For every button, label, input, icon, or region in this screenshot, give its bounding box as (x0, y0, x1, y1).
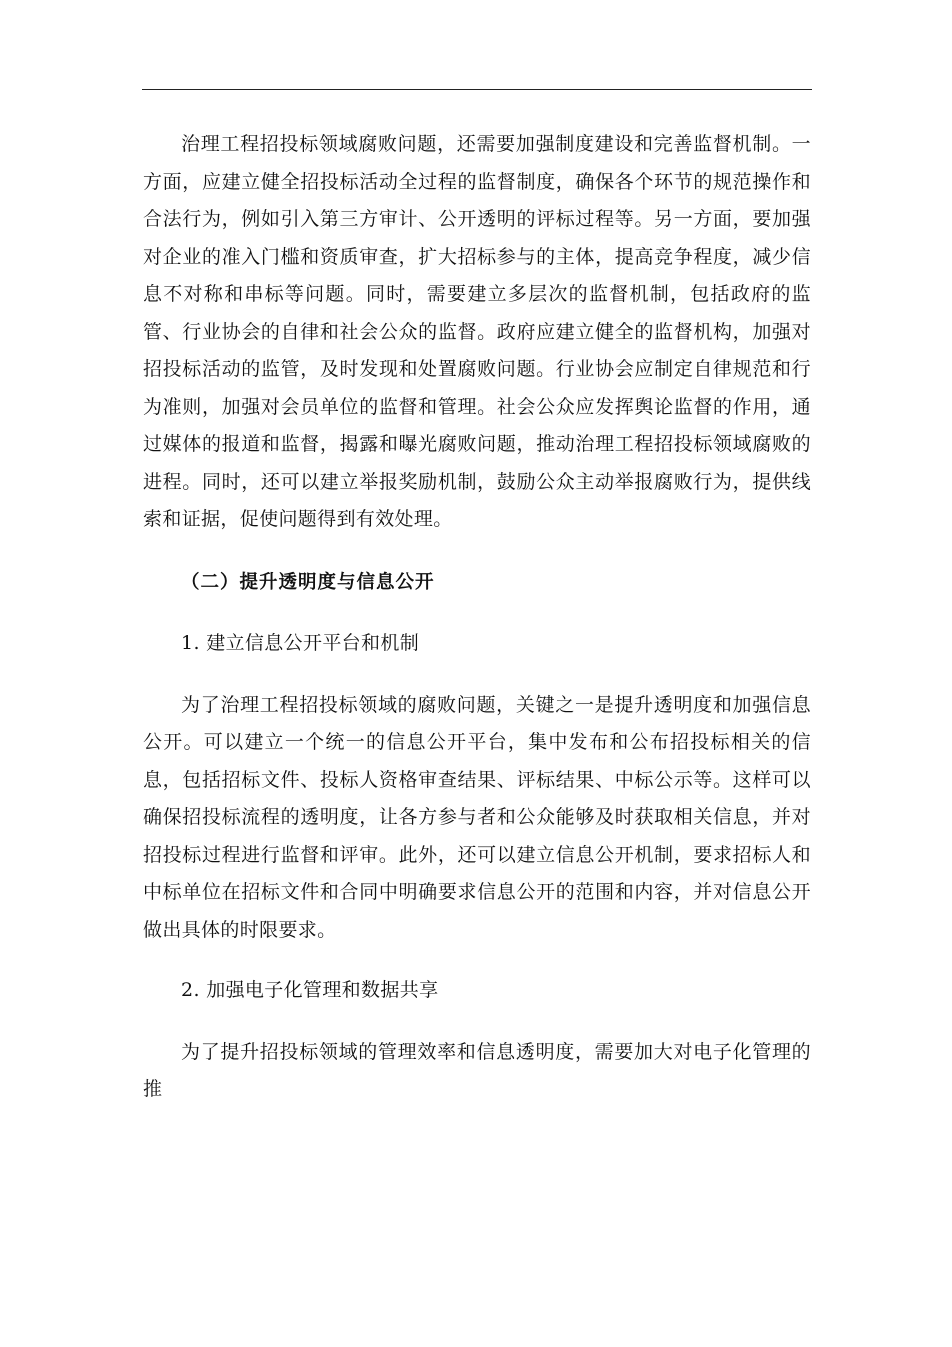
subsection-title-2: 2. 加强电子化管理和数据共享 (181, 979, 439, 1001)
paragraph-spacer (143, 1010, 811, 1034)
paragraph-spacer (143, 539, 811, 564)
paragraph-spacer (143, 601, 811, 625)
paragraph-spacer (143, 949, 811, 972)
paragraph-supervision-mechanism: 治理工程招投标领域腐败问题，还需要加强制度建设和完善监督机制。一方面，应建立健全招投标活动全过程的监督制度，确保各个环节的规范操作和合法行为，例如引入第三方审计、公开透明的评标过程等。另一方面，要加强对企业的准入门槛和资质审查，扩大招标参与的主体，提高竞争程度，减少信息不对称和串标等问题。同时，需要建立多层次的监督机制，包括政府的监管、行业协会的自律和社会公众的监督。政府应建立健全的监督机构，加强对招投标活动的监管，及时发现和处置腐败问题。行业协会应制定自律规范和行为准则，加强对会员单位的监督和管理。社会公众应发挥舆论监督的作用，通过媒体的报道和监督，揭露和曝光腐败问题，推动治理工程招投标领域腐败的进程。同时，还可以建立举报奖励机制，鼓励公众主动举报腐败行为，提供线索和证据，促使问题得到有效处理。 (143, 133, 811, 530)
subsection-title-1: 1. 建立信息公开平台和机制 (181, 632, 420, 654)
paragraph-information-platform: 为了治理工程招投标领域的腐败问题，关键之一是提升透明度和加强信息公开。可以建立一个统一的信息公开平台，集中发布和公布招投标相关的信息，包括招标文件、投标人资格审查结果、评标结果、中标公示等。这样可以确保招投标流程的透明度，让各方参与者和公众能够及时获取相关信息，并对招投标过程进行监督和评审。此外，还可以建立信息公开机制，要求招标人和中标单位在招标文件和合同中明确要求信息公开的范围和内容，并对信息公开做出具体的时限要求。 (143, 693, 811, 941)
section-heading: （二）提升透明度与信息公开 (181, 571, 435, 593)
paragraph-spacer (143, 663, 811, 687)
document-body (143, 126, 811, 1109)
header-rule (142, 89, 812, 90)
paragraph-electronic-management: 为了提升招投标领域的管理效率和信息透明度，需要加大对电子化管理的推 (143, 1040, 811, 1100)
